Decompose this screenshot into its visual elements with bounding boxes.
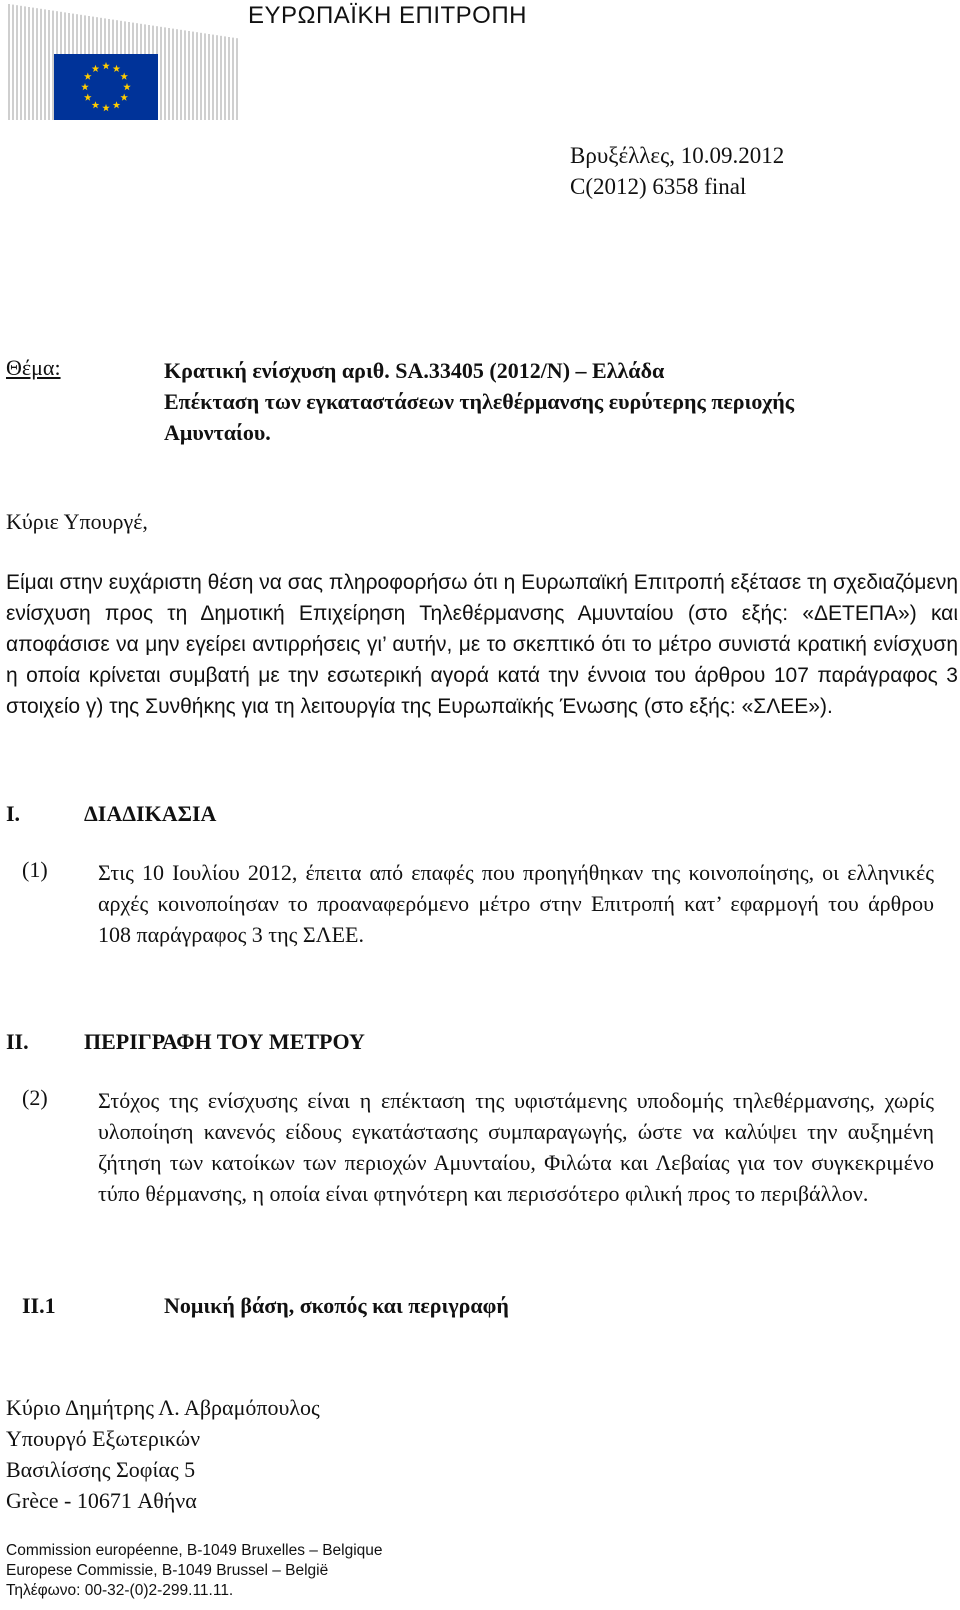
logo-stripe	[40, 9, 42, 120]
recipient-role: Υπουργό Εξωτερικών	[6, 1426, 201, 1451]
subject-line-1: Κρατική ενίσχυση αριθ. SA.33405 (2012/N) – Ελλάδα	[164, 358, 665, 383]
logo-stripe	[224, 36, 226, 120]
place-date: Βρυξέλλες, 10.09.2012	[570, 143, 785, 168]
logo-stripe	[176, 29, 178, 120]
logo-stripe	[160, 27, 162, 120]
subject-line-2: Επέκταση των εγκαταστάσεων τηλεθέρμανσης ευρύτερης περιοχής	[164, 389, 795, 414]
recipient-city: Grèce - 10671 Αθήνα	[6, 1488, 197, 1513]
intro-paragraph: Είμαι στην ευχάριστη θέση να σας πληροφορήσω ότι η Ευρωπαϊκή Επιτροπή εξέτασε τη σχεδιαζόμενη ενίσχυση προς τη Δημοτική Επιχείρηση Τηλεθέρμανσης Αμυνταίου (στο εξής: «ΔΕΤΕΠΑ») και αποφάσισε να μην εγείρει αντιρρήσεις γι’ αυτήν, με το σκεπτικό ότι το μέτρο συνιστά κρατική ενίσχυση η οποία κρίνεται συμβατή με την εσωτερική αγορά κατά την έννοια του άρθρου 107 παράγραφος 3 στοιχείο γ) της Συνθήκης για τη λειτουργία της Ευρωπαϊκής Ένωσης (στο εξής: «ΣΛΕΕ»).	[6, 571, 958, 718]
section-2-title: ΠΕΡΙΓΡΑΦΗ ΤΟΥ ΜΕΤΡΟΥ	[84, 1029, 365, 1054]
section-2-number: II.	[6, 1029, 29, 1054]
logo-stripe	[48, 10, 50, 120]
footer-address-fr: Commission européenne, B-1049 Bruxelles – Belgique	[6, 1542, 383, 1559]
european-commission-logo	[6, 4, 242, 120]
logo-stripe	[208, 34, 210, 120]
logo-stripe	[180, 30, 182, 120]
logo-stripe	[44, 9, 46, 120]
logo-stripe	[204, 33, 206, 120]
document-reference: C(2012) 6358 final	[570, 174, 747, 199]
logo-stripe	[216, 35, 218, 120]
logo-stripe	[20, 6, 22, 120]
logo-stripe	[52, 11, 54, 120]
salutation: Κύριε Υπουργέ,	[6, 509, 148, 534]
subject-label: Θέμα:	[6, 355, 61, 380]
logo-stripe	[184, 30, 186, 120]
section-1-title: ΔΙΑΔΙΚΑΣΙΑ	[84, 801, 217, 826]
logo-stripe	[188, 31, 190, 120]
logo-stripe	[36, 8, 38, 120]
logo-stripe	[8, 4, 10, 120]
logo-stripe	[32, 8, 34, 120]
paragraph-2-number: (2)	[22, 1085, 48, 1110]
date-block	[570, 140, 784, 202]
paragraph-1-text: Στις 10 Ιουλίου 2012, έπειτα από επαφές που προηγήθηκαν της κοινοποίησης, οι ελληνικές αρχές κοινοποίησαν το προαναφερόμενο μέτρο στην Επιτροπή κατ’ εφαρμογή του άρθρου 108 παράγραφος 3 της ΣΛΕΕ.	[98, 860, 934, 947]
paragraph-1-number: (1)	[22, 857, 48, 882]
logo-stripe	[220, 36, 222, 120]
logo-stripe	[168, 28, 170, 120]
logo-stripe	[16, 5, 18, 120]
paragraph-2-text: Στόχος της ενίσχυσης είναι η επέκταση της υφιστάμενης υποδομής τηλεθέρμανσης, χωρίς υλοποίηση κανενός είδους εγκατάστασης συμπαραγωγής, ώστε να καλύψει την αυξημένη ζήτηση των κατοίκων των περιοχών Αμυνταίου, Φιλώτα και Λεβαίας για τον συγκεκριμένο τύπο θέρμανσης, η οποία είναι φτηνότερη και περισσότερο φιλική προς το περιβάλλον.	[98, 1088, 934, 1206]
logo-stripe	[172, 29, 174, 120]
recipient-address	[6, 1392, 320, 1516]
recipient-name: Κύριο Δημήτρης Λ. Αβραμόπουλος	[6, 1395, 320, 1420]
recipient-street: Βασιλίσσης Σοφίας 5	[6, 1457, 196, 1482]
subsection-number: II.1	[22, 1293, 56, 1318]
logo-stripe	[12, 5, 14, 120]
subject-text	[164, 355, 934, 448]
logo-stripe	[232, 38, 234, 120]
logo-stripe	[24, 6, 26, 120]
logo-stripe	[164, 27, 166, 120]
logo-stripe	[200, 33, 202, 120]
subject-line-3: Αμυνταίου.	[164, 420, 271, 445]
footer-address-nl: Europese Commissie, B-1049 Brussel – België	[6, 1562, 329, 1579]
section-1-number: I.	[6, 801, 21, 826]
footer-phone: Τηλέφωνο: 00-32-(0)2-299.11.11.	[6, 1582, 234, 1599]
logo-stripe	[212, 35, 214, 120]
logo-stripe	[236, 38, 238, 120]
organization-title: ΕΥΡΩΠΑΪΚΗ ΕΠΙΤΡΟΠΗ	[248, 2, 527, 29]
logo-stripe	[196, 32, 198, 120]
footer	[6, 1541, 383, 1601]
logo-stripe	[28, 7, 30, 120]
logo-stripe	[228, 37, 230, 120]
subsection-title: Νομική βάση, σκοπός και περιγραφή	[164, 1293, 509, 1318]
logo-stripe	[192, 32, 194, 120]
